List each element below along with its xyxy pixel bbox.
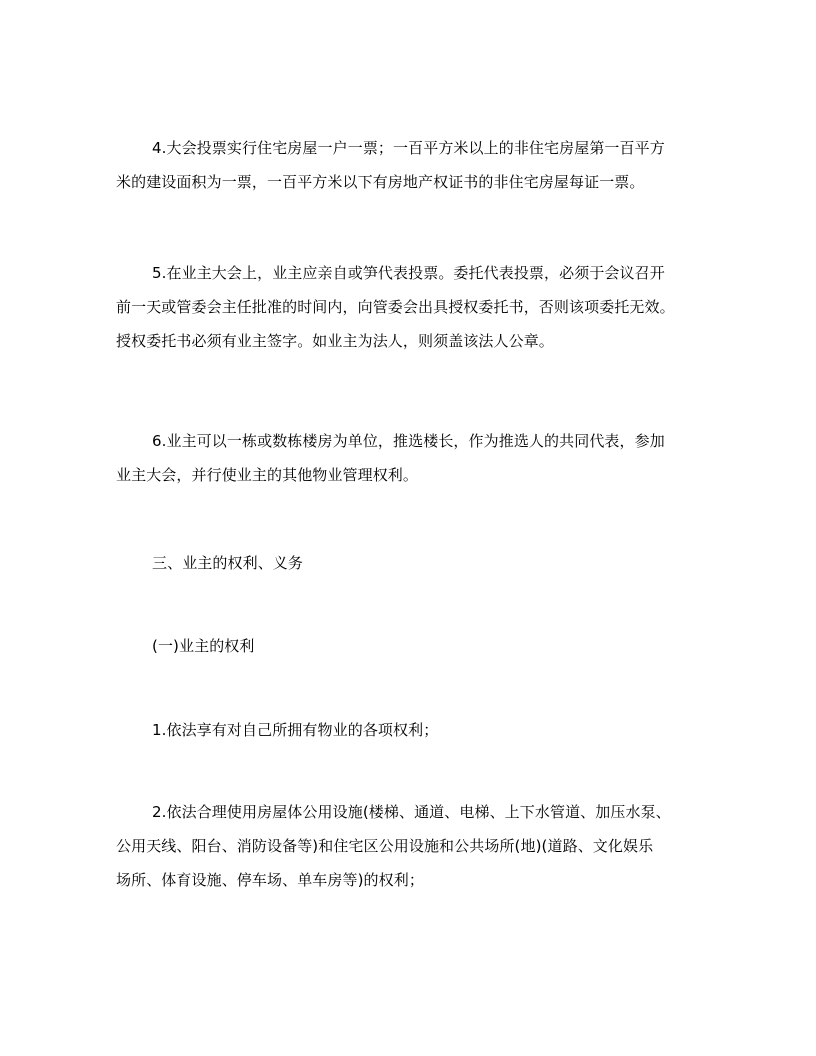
text-line: 4.大会投票实行住宅房屋一户一票；一百平方米以上的非住宅房屋第一百平方 (152, 139, 665, 157)
paragraph-voting-rules (116, 131, 702, 199)
subsection-heading-owner-rights (116, 629, 702, 663)
text-line: 公用天线、阳台、消防设备等)和住宅区公用设施和公共场所(地)(道路、文化娱乐 (116, 837, 654, 855)
paragraph-building-representative (116, 424, 702, 492)
text-line: 业主大会，并行使业主的其他物业管理权利。 (116, 466, 419, 484)
text-line: 前一天或管委会主任批准的时间内，向管委会出具授权委托书，否则该项委托无效。 (116, 298, 675, 316)
text-line: 米的建设面积为一票，一百平方米以下有房地产权证书的非住宅房屋每证一票。 (116, 173, 645, 191)
text-line: 2.依法合理使用房屋体公用设施(楼梯、通道、电梯、上下水管道、加压水泵、 (152, 803, 671, 821)
list-item-right-2 (116, 795, 702, 897)
section-heading-rights-obligations (116, 546, 702, 580)
subsection-heading-text: (一)业主的权利 (152, 637, 255, 655)
text-line: 授权委托书必须有业主签字。如业主为法人，则须盖该法人公章。 (116, 332, 554, 350)
section-heading-text: 三、业主的权利、义务 (152, 554, 304, 572)
text-line: 6.业主可以一栋或数栋楼房为单位，推选楼长，作为推选人的共同代表，参加 (152, 432, 665, 450)
list-item-right-1 (116, 713, 702, 747)
text-line: 1.依法享有对自己所拥有物业的各项权利； (152, 721, 439, 739)
text-line: 场所、体育设施、停车场、单车房等)的权利； (116, 871, 424, 889)
paragraph-proxy-voting (116, 256, 702, 358)
text-line: 5.在业主大会上，业主应亲自或笋代表投票。委托代表投票，必须于会议召开 (152, 264, 665, 282)
